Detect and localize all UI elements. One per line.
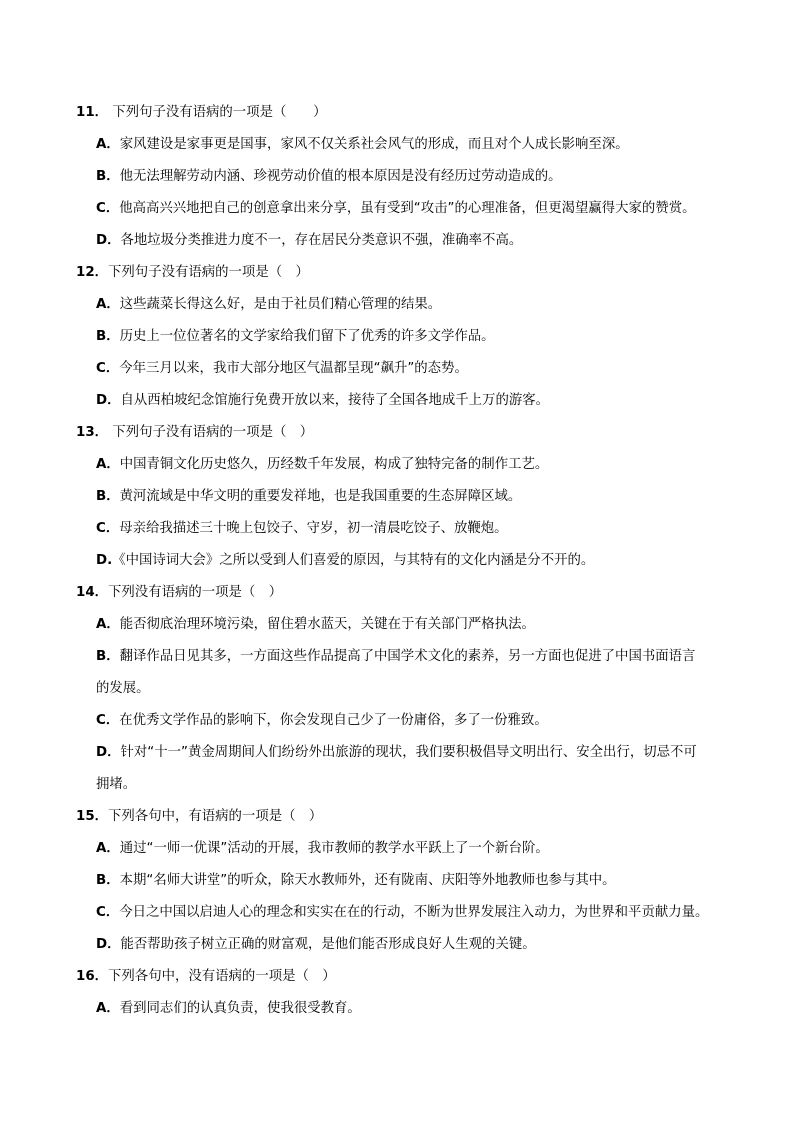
option-a xyxy=(76,609,736,641)
question-number: 12． xyxy=(76,265,109,280)
question-text: 下列没有语病的一项是（ ） xyxy=(108,585,283,600)
option-label: C． xyxy=(96,905,120,920)
option-text: 母亲给我描述三十晚上包饺子、守岁，初一清晨吃饺子、放鞭炮。 xyxy=(119,521,508,536)
option-text: 中国青铜文化历史悠久，历经数千年发展，构成了独特完备的制作工艺。 xyxy=(119,457,549,472)
option-label: A． xyxy=(96,457,120,472)
option-c xyxy=(76,353,736,385)
option-text: 各地垃圾分类推进力度不一，存在居民分类意识不强，准确率不高。 xyxy=(120,233,523,248)
option-a xyxy=(76,993,736,1025)
option-c xyxy=(76,897,736,929)
option-label: A． xyxy=(96,617,120,632)
option-text: 翻译作品日见其多，一方面这些作品提高了中国学术文化的素养，另一方面也促进了中国书面语言 xyxy=(119,649,696,664)
option-label: B． xyxy=(96,169,120,184)
option-text: 他无法理解劳动内涵、珍视劳动价值的根本原因是没有经历过劳动造成的。 xyxy=(119,169,562,184)
option-label: C． xyxy=(96,201,120,216)
option-text: 《中国诗词大会》之所以受到人们喜爱的原因，与其特有的文化内涵是分不开的。 xyxy=(112,553,595,568)
question-number: 16． xyxy=(76,969,109,984)
option-b xyxy=(76,481,736,513)
option-a xyxy=(76,833,736,865)
option-d xyxy=(76,929,736,961)
option-c xyxy=(76,513,736,545)
option-b-continuation: 的发展。 xyxy=(96,681,150,696)
option-c xyxy=(76,705,736,737)
question-14-stem xyxy=(76,577,736,609)
option-text: 看到同志们的认真负责，使我很受教育。 xyxy=(119,1001,361,1016)
question-12-stem xyxy=(76,257,736,289)
option-text: 家风建设是家事更是国事，家风不仅关系社会风气的形成，而且对个人成长影响至深。 xyxy=(119,137,629,152)
option-text: 历史上一位位著名的文学家给我们留下了优秀的许多文学作品。 xyxy=(119,329,495,344)
option-b xyxy=(76,321,736,353)
option-text: 这些蔬菜长得这么好，是由于社员们精心管理的结果。 xyxy=(119,297,442,312)
option-d xyxy=(76,737,736,769)
option-label: B． xyxy=(96,873,120,888)
option-text: 针对“十一”黄金周期间人们纷纷外出旅游的现状，我们要积极倡导文明出行、安全出行，切忌不可 xyxy=(120,745,697,760)
option-text: 今日之中国以启迪人心的理念和实实在在的行动，不断为世界发展注入动力，为世界和平贡献力量。 xyxy=(119,905,709,920)
option-text: 通过“一师一优课”活动的开展，我市教师的教学水平跃上了一个新台阶。 xyxy=(119,841,549,856)
question-number: 11． xyxy=(76,105,109,120)
option-label: D． xyxy=(96,393,121,408)
option-d-continuation: 拥堵。 xyxy=(96,777,137,792)
option-text: 黄河流域是中华文明的重要发祥地，也是我国重要的生态屏障区域。 xyxy=(119,489,522,504)
question-list xyxy=(76,97,736,1025)
option-text: 本期“名师大讲堂”的听众，除天水教师外，还有陇南、庆阳等外地教师也参与其中。 xyxy=(119,873,616,888)
option-text: 今年三月以来，我市大部分地区气温都呈现“飙升”的态势。 xyxy=(119,361,468,376)
option-text: 能否帮助孩子树立正确的财富观，是他们能否形成良好人生观的关键。 xyxy=(120,937,536,952)
option-label: A． xyxy=(96,1001,120,1016)
question-text: 下列句子没有语病的一项是（ ） xyxy=(108,425,314,440)
option-a xyxy=(76,129,736,161)
option-c xyxy=(76,193,736,225)
option-b xyxy=(76,161,736,193)
option-d xyxy=(76,385,736,417)
option-d xyxy=(76,545,736,577)
question-number: 13． xyxy=(76,425,109,440)
option-label: D． xyxy=(96,745,121,760)
option-label: C． xyxy=(96,521,120,536)
option-label: C． xyxy=(96,713,120,728)
option-label: A． xyxy=(96,841,120,856)
option-label: C． xyxy=(96,361,120,376)
question-11-stem xyxy=(76,97,736,129)
option-label: D． xyxy=(96,233,121,248)
option-a xyxy=(76,289,736,321)
option-b xyxy=(76,865,736,897)
option-label: D． xyxy=(96,937,121,952)
option-b xyxy=(76,641,736,673)
option-d xyxy=(76,225,736,257)
option-text: 能否彻底治理环境污染，留住碧水蓝天，关键在于有关部门严格执法。 xyxy=(119,617,535,632)
question-text: 下列句子没有语病的一项是（ ） xyxy=(108,265,309,280)
option-a xyxy=(76,449,736,481)
option-label: A． xyxy=(96,297,120,312)
option-label: A． xyxy=(96,137,120,152)
option-text: 他高高兴兴地把自己的创意拿出来分享，虽有受到“攻击”的心理准备，但更渴望赢得大家的赞赏。 xyxy=(119,201,696,216)
question-16-stem xyxy=(76,961,736,993)
question-number: 14． xyxy=(76,585,109,600)
option-label: B． xyxy=(96,649,120,664)
option-text: 在优秀文学作品的影响下，你会发现自己少了一份庸俗，多了一份雅致。 xyxy=(119,713,548,728)
question-text: 下列各句中，没有语病的一项是（ ） xyxy=(108,969,336,984)
question-text: 下列句子没有语病的一项是（ ） xyxy=(108,105,327,120)
question-15-stem xyxy=(76,801,736,833)
option-label: D. xyxy=(96,553,113,568)
option-label: B． xyxy=(96,489,120,504)
question-13-stem xyxy=(76,417,736,449)
question-number: 15． xyxy=(76,809,109,824)
option-text: 自从西柏坡纪念馆施行免费开放以来，接待了全国各地成千上万的游客。 xyxy=(120,393,550,408)
question-text: 下列各句中，有语病的一项是（ ） xyxy=(108,809,323,824)
option-label: B． xyxy=(96,329,120,344)
